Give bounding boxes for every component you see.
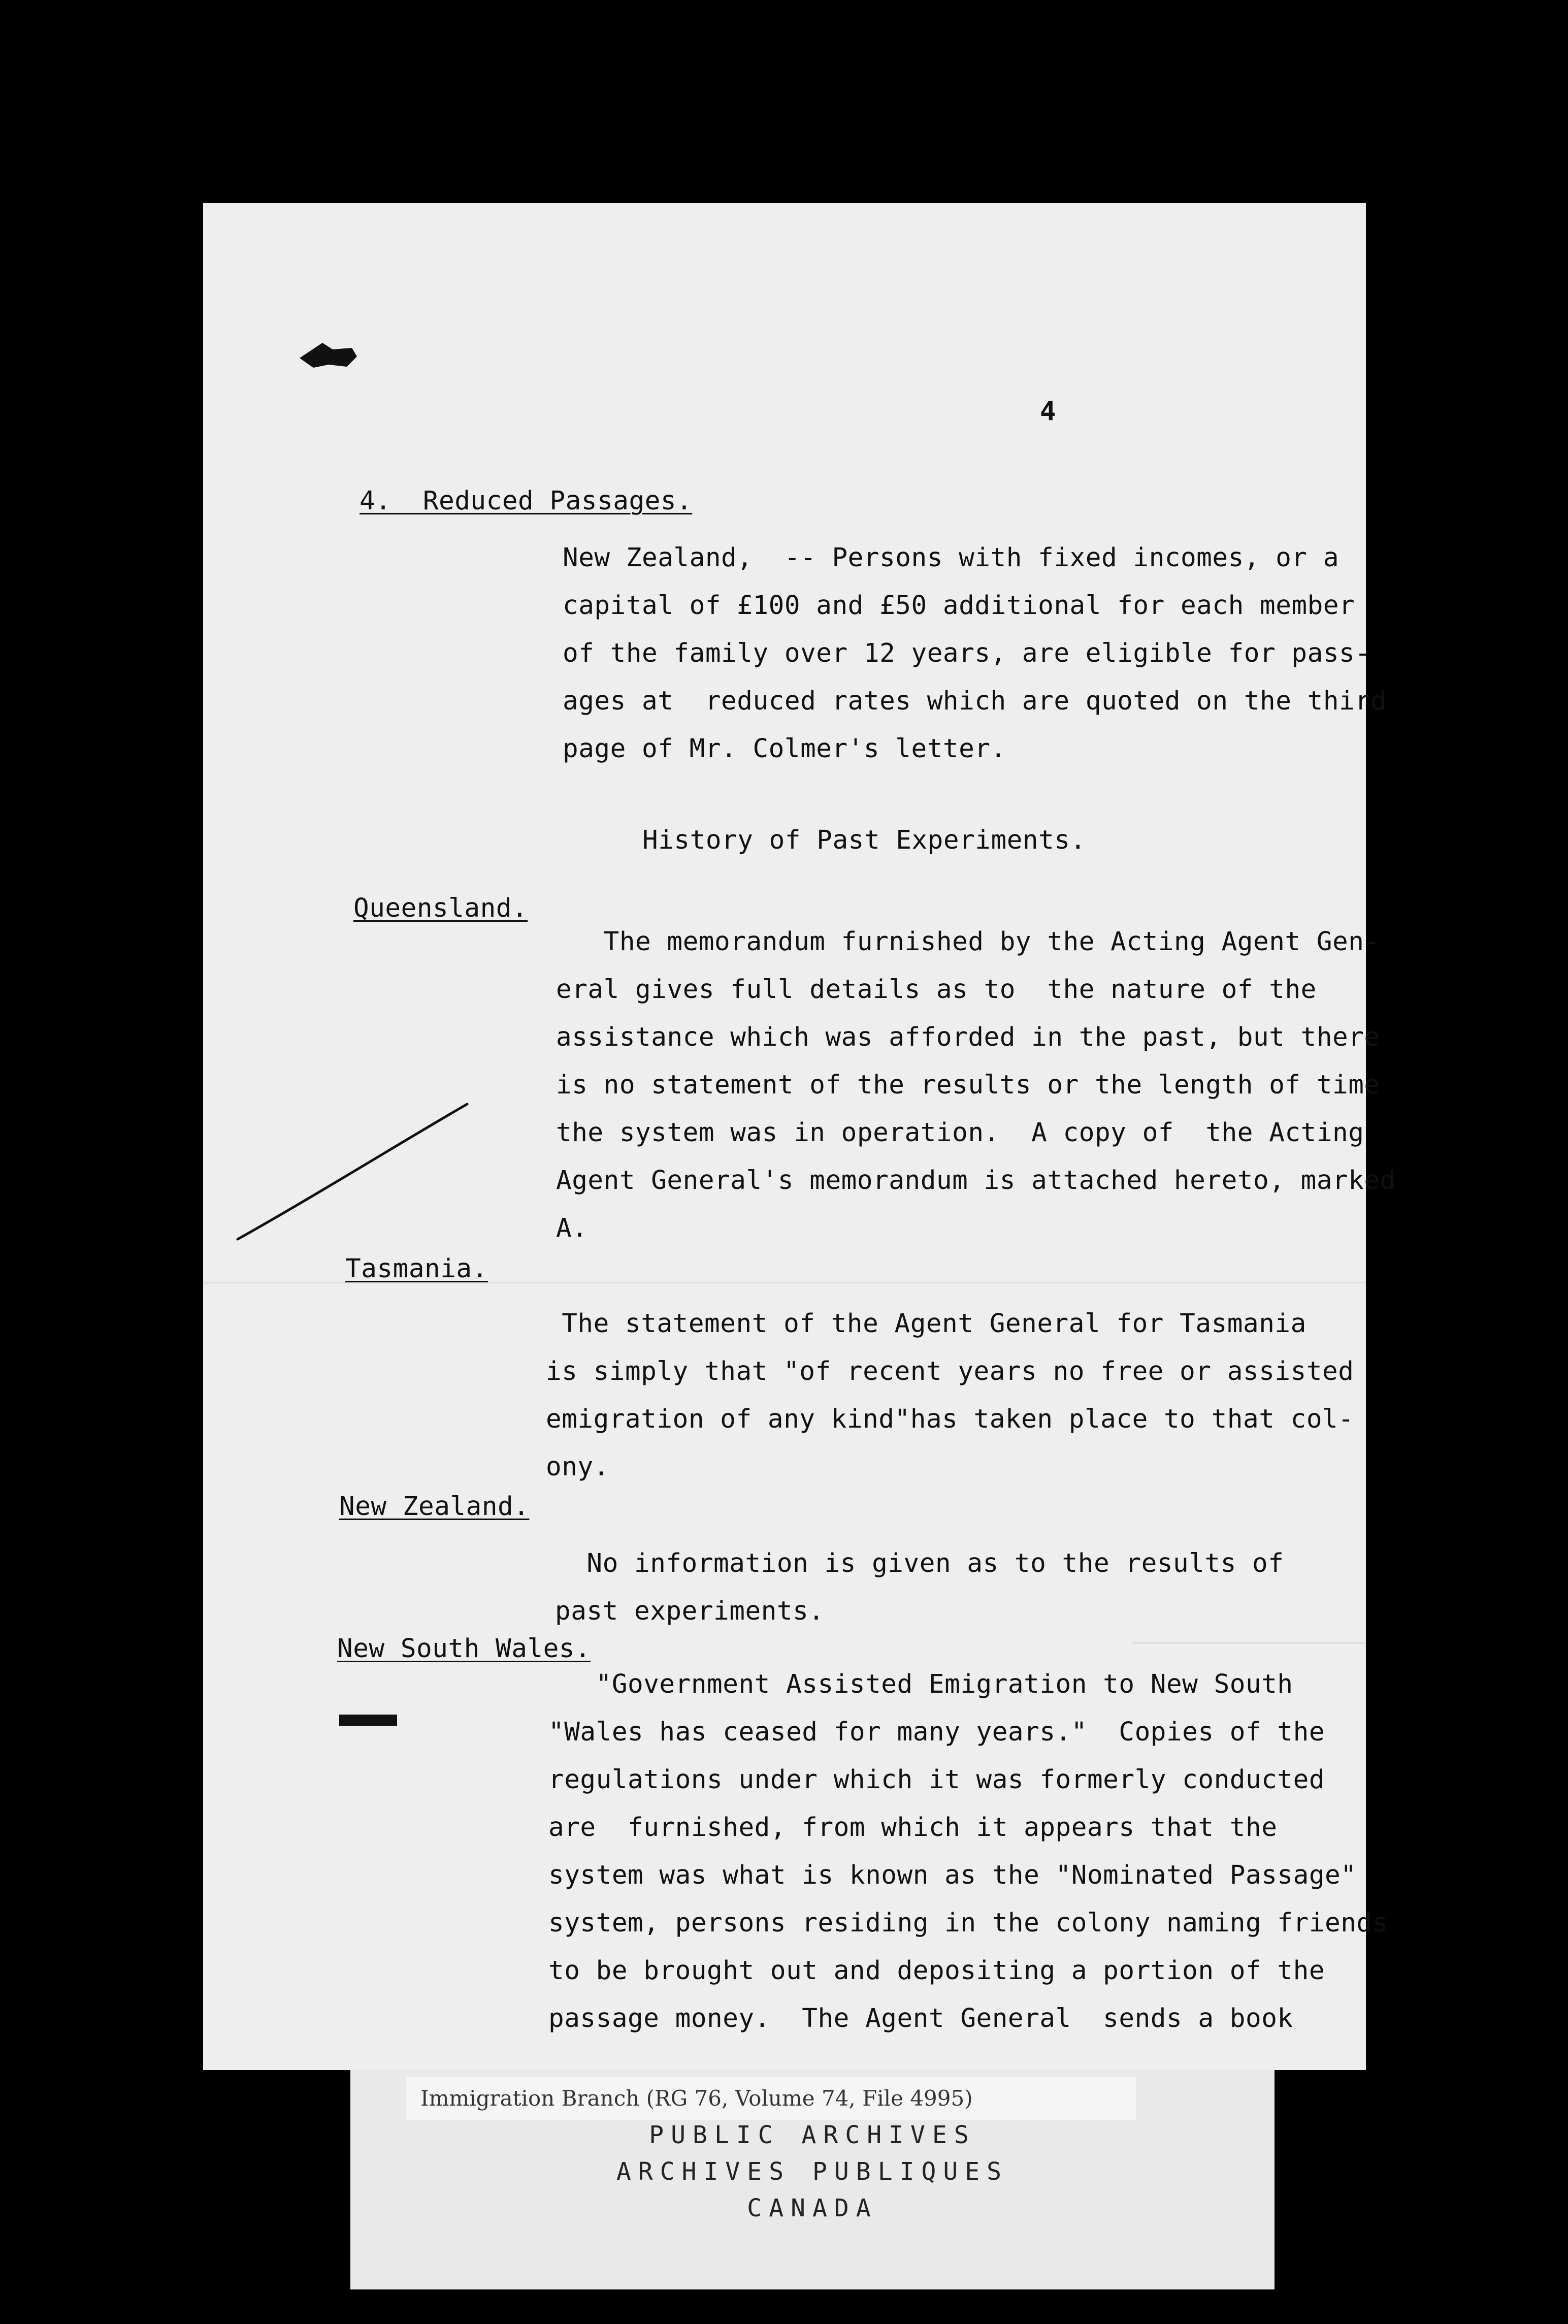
- new-south-wales-line: to be brought out and depositing a portion of the: [548, 1956, 1325, 1986]
- new-south-wales-line: system was what is known as the "Nominated Passage": [548, 1860, 1357, 1890]
- archive-reference-label: Immigration Branch (RG 76, Volume 74, File 4995): [406, 2077, 1136, 2120]
- tasmania-line: emigration of any kind"has taken place to that col-: [546, 1404, 1354, 1434]
- new-zealand-line: No information is given as to the results of: [555, 1548, 1284, 1578]
- struck-out-word: [339, 1710, 400, 1729]
- archive-stamp-card: [350, 2069, 1275, 2289]
- page-number: 4: [1040, 396, 1056, 427]
- new-south-wales-line: system, persons residing in the colony naming friends: [548, 1908, 1388, 1938]
- tasmania-line: ony.: [546, 1452, 609, 1482]
- reduced-passages-line: ages at reduced rates which are quoted on the third: [563, 686, 1387, 716]
- new-south-wales-line: passage money. The Agent General sends a book: [548, 2004, 1293, 2034]
- queensland-line: Agent General's memorandum is attached hereto, marked: [556, 1166, 1396, 1196]
- queensland-label: Queensland.: [353, 893, 528, 923]
- reduced-passages-line: of the family over 12 years, are eligible for pass-: [563, 638, 1371, 668]
- new-south-wales-line: are furnished, from which it appears that the: [548, 1813, 1278, 1843]
- reduced-passages-line: page of Mr. Colmer's letter.: [563, 734, 1006, 764]
- history-heading: History of Past Experiments.: [642, 825, 1086, 855]
- pencil-stroke-mark: [228, 1092, 503, 1249]
- queensland-line: A.: [556, 1213, 588, 1243]
- new-south-wales-line: regulations under which it was formerly conducted: [548, 1765, 1325, 1795]
- queensland-line: is no statement of the results or the length of time: [556, 1070, 1380, 1100]
- new-zealand-line: past experiments.: [555, 1596, 825, 1626]
- tasmania-line: is simply that "of recent years no free or assisted: [546, 1357, 1354, 1386]
- new-south-wales-label: New South Wales.: [337, 1634, 591, 1664]
- queensland-line: the system was in operation. A copy of the Acting: [556, 1118, 1364, 1148]
- tasmania-line: The statement of the Agent General for Tasmania: [546, 1309, 1306, 1339]
- queensland-line: eral gives full details as to the nature of the: [556, 975, 1317, 1005]
- queensland-line: The memorandum furnished by the Acting Agent Gen-: [556, 927, 1380, 957]
- archive-stamp-line: ARCHIVES PUBLIQUES: [616, 2157, 1009, 2186]
- hand-pointer-mark: [292, 335, 368, 386]
- new-south-wales-line: "Wales has ceased for many years." Copies of the: [548, 1717, 1325, 1747]
- section-heading: 4. Reduced Passages.: [360, 486, 693, 516]
- page-fold-line-secondary: [1132, 1642, 1366, 1643]
- new-zealand-label: New Zealand.: [339, 1492, 530, 1522]
- archive-stamp-line: PUBLIC ARCHIVES: [649, 2121, 976, 2149]
- reduced-passages-line: capital of £100 and £50 additional for each member: [563, 591, 1355, 621]
- new-south-wales-line: "Government Assisted Emigration to New South: [548, 1669, 1293, 1699]
- tasmania-label: Tasmania.: [345, 1254, 488, 1284]
- queensland-line: assistance which was afforded in the past, but there: [556, 1022, 1380, 1052]
- archive-stamp-line: CANADA: [747, 2194, 878, 2222]
- reduced-passages-line: New Zealand, -- Persons with fixed incomes, or a: [563, 543, 1340, 573]
